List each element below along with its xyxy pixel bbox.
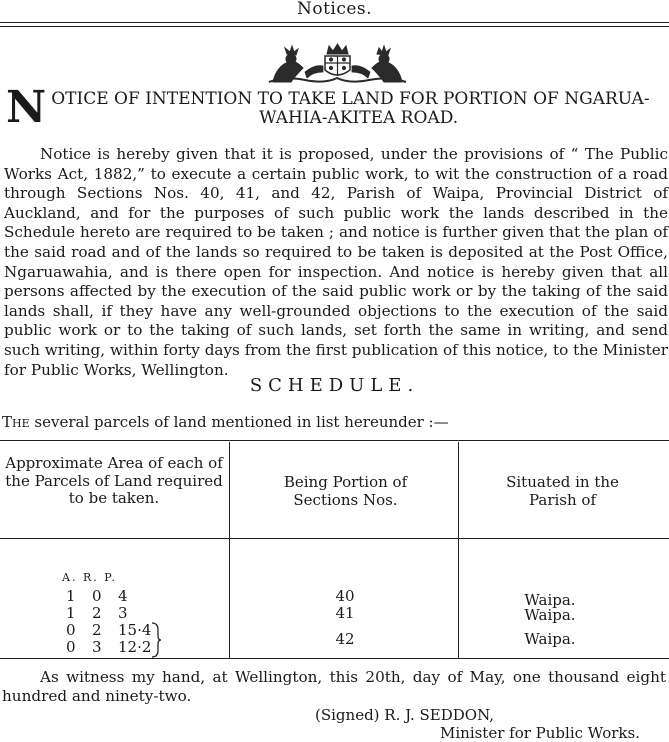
schedule-intro-text: several parcels of land mentioned in list hereunder :— (29, 413, 449, 431)
signatory-title: Minister for Public Works. (440, 724, 640, 742)
signature-line: (Signed) R. J. SEDDON, (315, 706, 495, 724)
section-number: 42 (335, 630, 355, 648)
notice-body: Notice is hereby given that it is proposed, under the provisions of “ The Public Works Act, 1882,” to execute a certain public work, to wit the construction of a road through Sections Nos. 40, 41, and 42, Parish of Waipa, Provincial District of Auckland, and for the purposes of such public work the lands described in the Schedule hereto are required to be taken ; and notice is further given that the plan of the said road and of the lands so required to be taken is deposited at the Post Office, Ngaruawahia, and is there open for inspection. And notice is hereby given that all persons affected by the execution of the said public work or by the taking of the said lands shall, if they have any well-grounded objections to the execution of the said public work or to the taking of such lands, set forth the same in writing, and send such writing, within forty days from the first publication of this notice, to the Minister for Public Works, Wellington. (4, 145, 668, 379)
parish-name: Waipa. (524, 591, 576, 609)
section-number: 40 (335, 587, 355, 605)
parish-name: Waipa. (524, 606, 576, 624)
notice-title-line-2: WAHIA-AKITEA ROAD. (259, 108, 459, 128)
area-row-4: 0 3 12·2 (66, 638, 152, 656)
parish-name: Waipa. (524, 630, 576, 648)
witness-statement: As witness my hand, at Wellington, this 20th, day of May, one thousand eight hundred and ninety-two. (2, 668, 666, 705)
section-number: 41 (335, 604, 355, 622)
area-row-3: 0 2 15·4 (66, 621, 152, 639)
schedule-intro (2, 413, 449, 431)
area-row-1: 1 0 4 (66, 587, 128, 605)
column-header-area: Approximate Area of each of the Parcels of Land required to be taken. (5, 454, 223, 507)
column-header-sections: Being Portion of Sections Nos. (283, 473, 408, 509)
table-column-divider-1 (229, 442, 230, 658)
notice-title-line-1: OTICE OF INTENTION TO TAKE LAND FOR PORTION OF NGARUA- (51, 89, 650, 109)
column-header-parish: Situated in the Parish of (506, 473, 619, 509)
schedule-intro-lead: The (2, 413, 30, 431)
table-bottom-rule (0, 658, 669, 659)
area-units-row (62, 571, 117, 584)
unit-perches: P. (104, 571, 117, 584)
coat-of-arms-icon (265, 42, 410, 86)
area-row-2: 1 2 3 (66, 604, 128, 622)
notice-title (6, 82, 666, 133)
schedule-heading: SCHEDULE. (249, 375, 420, 396)
table-top-rule (0, 440, 669, 441)
table-column-divider-2 (458, 442, 459, 658)
table-header-rule (0, 538, 669, 539)
grouping-brace-icon (150, 622, 162, 658)
page-section-header: Notices. (296, 0, 373, 19)
unit-acres: A. (62, 571, 78, 584)
header-rule-top (0, 22, 669, 23)
unit-roods: R. (82, 571, 99, 584)
drop-cap: N (6, 82, 47, 133)
header-rule-bottom (0, 26, 669, 27)
